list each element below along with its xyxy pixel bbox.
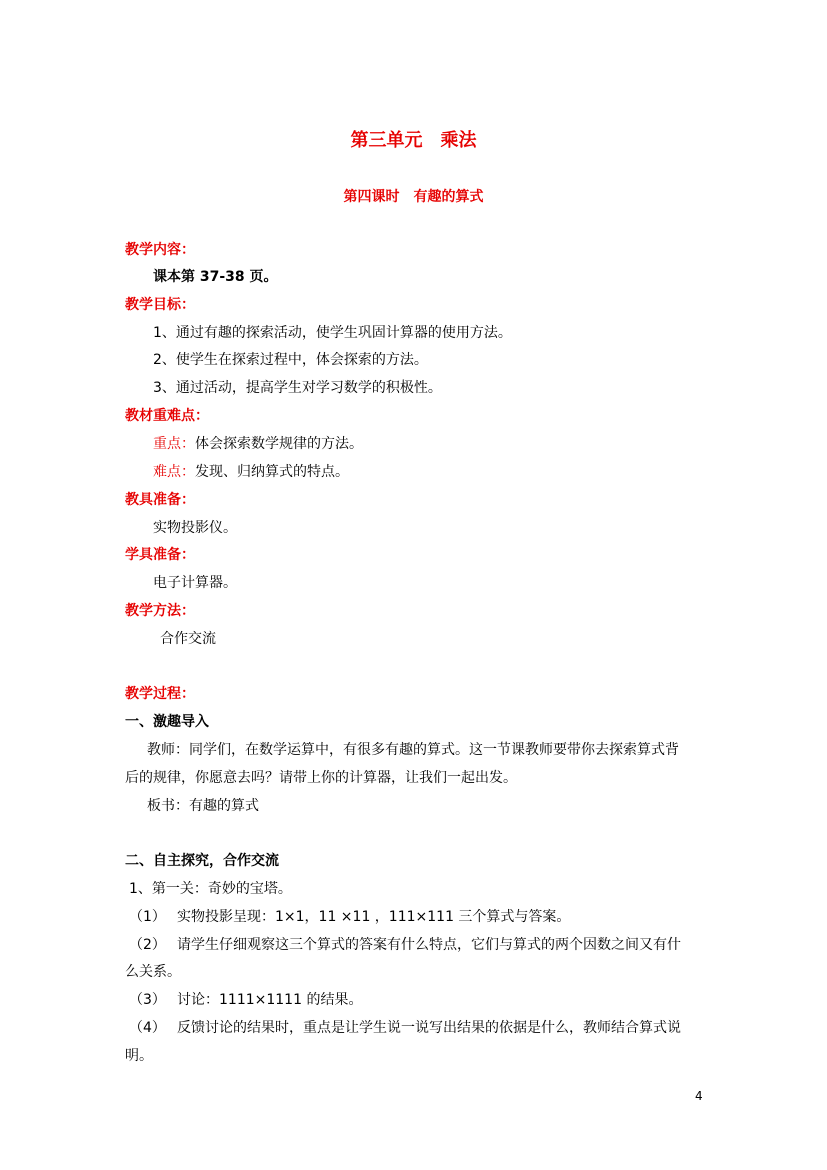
- key-point-label: 重点：: [153, 436, 195, 452]
- substep-text: 反馈讨论的结果时，重点是让学生说一说写出结果的依据是什么，教师结合算式说: [177, 1020, 681, 1036]
- page-number: 4: [695, 1089, 703, 1103]
- substep-text-cont: 明。: [125, 1048, 153, 1064]
- substep-number: （3）: [129, 992, 166, 1008]
- content-heading: 教学内容：: [125, 242, 195, 258]
- key-point-line: [153, 434, 363, 454]
- method-heading: 教学方法：: [125, 603, 195, 619]
- part1-heading: 一、激趣导入: [125, 714, 209, 730]
- student-tools-heading: 学具准备：: [125, 547, 195, 563]
- difficulty-label: 难点：: [153, 464, 195, 480]
- process-heading: 教学过程：: [125, 686, 195, 702]
- difficulty-text: 发现、归纳算式的特点。: [195, 464, 349, 480]
- part2-heading: 二、自主探究，合作交流: [125, 853, 279, 869]
- part1-line2: 后的规律，你愿意去吗？请带上你的计算器，让我们一起出发。: [125, 770, 517, 786]
- substep-number: （2）: [129, 937, 166, 953]
- difficulty-line: [153, 462, 349, 482]
- unit-title: 第三单元 乘法: [350, 130, 477, 151]
- part1-line1: 教师：同学们，在数学运算中，有很多有趣的算式。这一节课教师要带你去探索算式背: [147, 742, 679, 758]
- substep-number: （1）: [129, 909, 166, 925]
- substep-number: （4）: [129, 1020, 166, 1036]
- content-text: 课本第 37-38 页。: [153, 269, 278, 285]
- lesson-title: 第四课时 有趣的算式: [343, 189, 484, 205]
- substep-text: 实物投影呈现：1×1，11 ×11 ，111×111 三个算式与答案。: [177, 909, 571, 925]
- teacher-tools-heading: 教具准备：: [125, 492, 195, 508]
- goals-heading: 教学目标：: [125, 297, 195, 313]
- substep-text: 讨论：1111×1111 的结果。: [177, 992, 363, 1008]
- goal-item: 2、使学生在探索过程中，体会探索的方法。: [153, 352, 428, 368]
- goal-item: 1、通过有趣的探索活动，使学生巩固计算器的使用方法。: [153, 325, 512, 341]
- key-point-text: 体会探索数学规律的方法。: [195, 436, 363, 452]
- substep-text: 请学生仔细观察这三个算式的答案有什么特点，它们与算式的两个因数之间又有什: [177, 937, 681, 953]
- goal-item: 3、通过活动，提高学生对学习数学的积极性。: [153, 380, 442, 396]
- part1-line3: 板书：有趣的算式: [147, 798, 259, 814]
- part2-step1: 1、第一关：奇妙的宝塔。: [129, 881, 292, 897]
- student-tools-text: 电子计算器。: [153, 575, 237, 591]
- method-text: 合作交流: [160, 631, 216, 647]
- substep-text-cont: 么关系。: [125, 964, 181, 980]
- keypoints-heading: 教材重难点：: [125, 408, 209, 424]
- teacher-tools-text: 实物投影仪。: [153, 520, 237, 536]
